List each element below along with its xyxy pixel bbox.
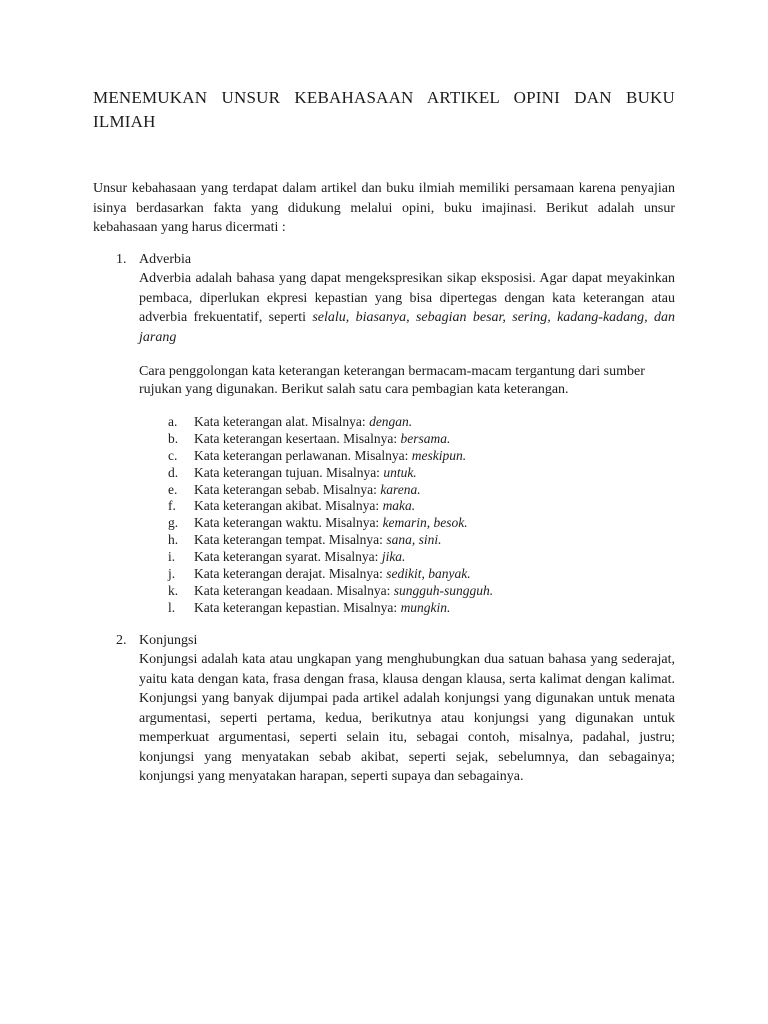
list-item-letter: f. <box>168 498 176 514</box>
list-item-letter: j. <box>168 566 176 582</box>
list-item-example: karena. <box>380 481 421 497</box>
list-item-letter: i. <box>168 549 176 565</box>
list-item-text: Kata keterangan tujuan. Misalnya: <box>194 464 384 480</box>
list-item-example: untuk. <box>383 464 417 480</box>
section-1-paragraph-text: Adverbia adalah bahasa yang dapat mengekspresikan sikap eksposisi. Agar dapat meyakinkan pembaca, diperlukan ekpresi kepastian yang bisa dipertegas dengan kata keterangan atau adverbia frekuentatif, seperti <box>139 271 675 325</box>
list-item-letter: d. <box>168 464 179 480</box>
list-item <box>168 548 493 565</box>
section-1-paragraph-2: Cara penggolongan kata keterangan keterangan bermacam-macam tergantung dari sumber rujukan yang digunakan. Berikut salah satu cara pembagian kata keterangan. <box>139 364 645 397</box>
list-item-letter: k. <box>168 582 179 598</box>
list-item <box>168 447 493 464</box>
list-item-text: Kata keterangan waktu. Misalnya: <box>194 515 383 531</box>
list-item <box>168 413 493 430</box>
list-item-letter: e. <box>168 481 178 497</box>
list-item <box>168 599 493 616</box>
section-1-number: 1. <box>116 252 127 267</box>
list-item <box>168 497 493 514</box>
section-1-heading: Adverbia <box>139 252 192 267</box>
list-item-letter: b. <box>168 430 179 446</box>
list-item-example: maka. <box>382 498 416 514</box>
adverb-types-list <box>168 413 493 616</box>
list-item-example: sungguh-sungguh. <box>393 582 494 598</box>
list-item-text: Kata keterangan akibat. Misalnya: <box>194 498 383 514</box>
list-item-text: Kata keterangan alat. Misalnya: <box>194 414 370 429</box>
list-item-letter: c. <box>168 447 178 463</box>
list-item-letter: g. <box>168 515 179 531</box>
section-2-paragraph: Konjungsi adalah kata atau ungkapan yang menghubungkan dua satuan bahasa yang sederajat, yaitu kata dengan kata, frasa dengan frasa, klausa dengan klausa, serta kalimat dengan kalimat. Konjungsi yang banyak dijumpai pada artikel adalah konjungsi yang digunakan untuk menata argumentasi, seperti pertama, kedua, berikutnya atau konjungsi yang digunakan untuk memperkuat argumentasi, seperti selain itu, sebagai contoh, misalnya, padahal, justru; konjungsi yang menyatakan sebab akibat, seperti sejak, sebelumnya, dan sebagainya; konjungsi yang menyatakan harapan, seperti supaya dan sebagainya. <box>139 652 675 784</box>
list-item-example: meskipun. <box>411 447 467 463</box>
list-item-example: bersama. <box>400 430 451 446</box>
section-2-heading: Konjungsi <box>139 633 198 648</box>
list-item <box>168 430 493 447</box>
list-item <box>168 582 493 599</box>
list-item-text: Kata keterangan sebab. Misalnya: <box>194 481 381 497</box>
list-item <box>168 531 493 548</box>
list-item-text: Kata keterangan kepastian. Misalnya: <box>194 599 401 615</box>
list-item <box>168 514 493 531</box>
list-item <box>168 565 493 582</box>
list-item-text: Kata keterangan perlawanan. Misalnya: <box>194 447 412 463</box>
list-item-text: Kata keterangan kesertaan. Misalnya: <box>194 430 401 446</box>
list-item-example: dengan. <box>369 414 413 429</box>
list-item-text: Kata keterangan tempat. Misalnya: <box>194 532 387 548</box>
list-item-example: mungkin. <box>400 599 451 615</box>
list-item-text: Kata keterangan derajat. Misalnya: <box>194 566 387 582</box>
list-item-text: Kata keterangan syarat. Misalnya: <box>194 549 382 565</box>
section-2-number: 2. <box>116 633 127 648</box>
intro-paragraph: Unsur kebahasaan yang terdapat dalam artikel dan buku ilmiah memiliki persamaan karena penyajian isinya berdasarkan fakta yang didukung melalui opini, buku imajinasi. Berikut adalah unsur kebahasaan yang harus dicermati : <box>93 181 675 235</box>
list-item-letter: a. <box>168 414 178 429</box>
list-item-letter: l. <box>168 599 176 615</box>
list-item <box>168 481 493 498</box>
list-item-example: sana, sini. <box>386 532 442 548</box>
section-1-paragraph <box>139 269 675 347</box>
list-item-example: jika. <box>381 549 406 565</box>
list-item-text: Kata keterangan keadaan. Misalnya: <box>194 582 394 598</box>
page-title: MENEMUKAN UNSUR KEBAHASAAN ARTIKEL OPINI DAN BUKU ILMIAH <box>93 88 675 131</box>
list-item <box>168 464 493 481</box>
list-item-example: sedikit, banyak. <box>386 566 471 582</box>
list-item-letter: h. <box>168 532 179 548</box>
section-1-paragraph-examples: selalu, biasanya, sebagian besar, sering, kadang-kadang, dan jarang <box>139 310 675 345</box>
list-item-example: kemarin, besok. <box>382 515 468 531</box>
